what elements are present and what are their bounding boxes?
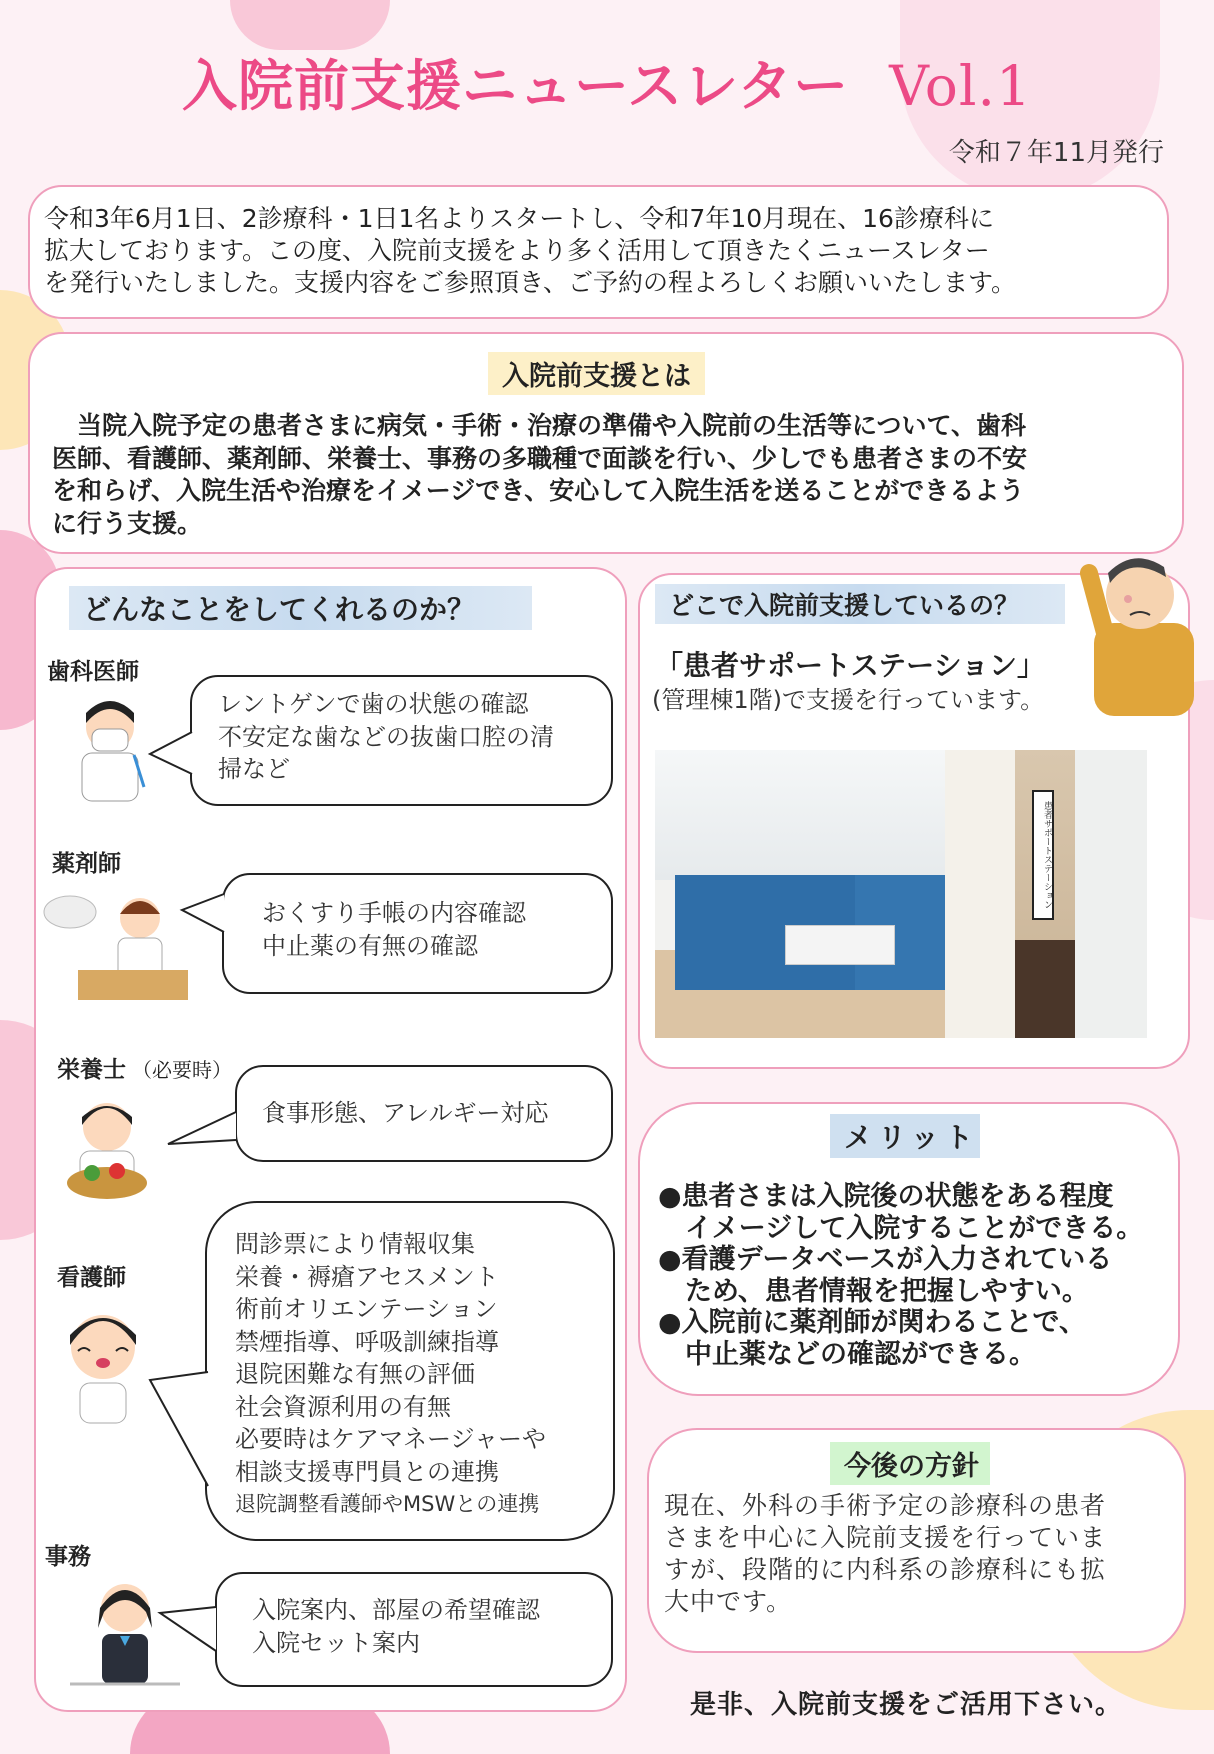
patient-thinking-illustration <box>1074 543 1197 716</box>
policy-line: 大中です。 <box>664 1587 793 1616</box>
merit-heading: メリット <box>830 1114 980 1158</box>
service-item: 退院調整看護師やMSWとの連携 <box>235 1492 540 1516</box>
about-line: を和らげ、入院生活や治療をイメージでき、安心して入院生活を送ることができるよう <box>52 476 1025 505</box>
service-item: 入院案内、部屋の希望確認 <box>252 1596 540 1624</box>
bubble-tail <box>180 892 226 942</box>
station-sign: 患者サポートステーション <box>1032 790 1054 920</box>
service-item: 中止薬の有無の確認 <box>262 931 478 960</box>
bubble-tail <box>166 1110 238 1150</box>
closing-message: 是非、入院前支援をご活用下さい。 <box>690 1690 1123 1720</box>
about-heading: 入院前支援とは <box>488 352 705 395</box>
bubble-tail <box>148 730 194 780</box>
pharmacist-illustration <box>42 888 192 1006</box>
merit-item: ●入院前に薬剤師が関わることで、 中止薬などの確認ができる。 <box>658 1307 1087 1370</box>
service-item: おくすり手帳の内容確認 <box>262 899 526 927</box>
role-dietitian: 栄養士 （必要時） <box>57 1057 232 1083</box>
nurse-illustration <box>58 1305 148 1425</box>
role-clerk: 事務 <box>45 1544 91 1570</box>
location-heading: どこで入院前支援しているの？ <box>655 584 1065 624</box>
service-item: 栄養・褥瘡アセスメント <box>235 1262 499 1291</box>
merit-list <box>658 1181 1143 1370</box>
about-line: 医師、看護師、薬剤師、栄養士、事務の多職種で面談を行い、少しでも患者さまの不安 <box>52 443 1028 473</box>
policy-line: すが、段階的に内科系の診療科にも拡 <box>664 1555 1107 1584</box>
location-place: 「患者サポートステーション」 <box>655 649 1046 682</box>
service-item: 入院セット案内 <box>252 1628 420 1657</box>
intro-line: 拡大しております。この度、入院前支援をより多く活用して頂きたくニュースレター <box>44 236 990 265</box>
service-item: 相談支援専門員との連携 <box>235 1457 499 1486</box>
dentist-illustration <box>72 695 152 805</box>
newsletter-title: 入院前支援ニュースレター Vol.1 <box>182 54 1032 118</box>
service-item: 社会資源利用の有無 <box>235 1392 451 1421</box>
location-detail: (管理棟1階)で支援を行っています。 <box>652 686 1045 714</box>
about-line: 当院入院予定の患者さまに病気・手術・治療の準備や入院前の生活等について、歯科 <box>52 411 1027 440</box>
intro-line: を発行いたしました。支援内容をご参照頂き、ご予約の程よろしくお願いいたします。 <box>44 268 1017 297</box>
services-heading: どんなことをしてくれるのか？ <box>69 586 532 630</box>
intro-box <box>28 185 1169 319</box>
service-item: 掃など <box>218 755 290 783</box>
service-item: 不安定な歯などの抜歯口腔の清 <box>218 722 554 751</box>
intro-line: 令和3年6月1日、2診療科・1日1名よりスタートし、令和7年10月現在、16診療科に <box>44 204 994 233</box>
policy-line: さまを中心に入院前支援を行っていま <box>664 1523 1107 1552</box>
merit-item: ●看護データベースが入力されている ため、患者情報を把握しやすい。 <box>658 1244 1113 1307</box>
issue-date: 令和７年11月発行 <box>948 138 1164 168</box>
volume-label: Vol.1 <box>889 54 1032 118</box>
bubble-tail <box>148 1370 210 1490</box>
role-dentist: 歯科医師 <box>47 659 139 685</box>
bubble-tail <box>158 1605 218 1655</box>
service-item: 必要時はケアマネージャーや <box>235 1425 547 1453</box>
policy-heading: 今後の方針 <box>830 1442 990 1485</box>
support-station-photo <box>655 750 1147 1038</box>
service-item: 術前オリエンテーション <box>235 1295 498 1323</box>
policy-line: 現在、外科の手術予定の診療科の患者 <box>664 1491 1107 1520</box>
merit-item: ●患者さまは入院後の状態をある程度 イメージして入院することができる。 <box>658 1181 1144 1244</box>
role-nurse: 看護師 <box>57 1265 126 1291</box>
role-pharmacist: 薬剤師 <box>52 851 121 877</box>
dietitian-illustration <box>62 1095 152 1210</box>
role-note: （必要時） <box>132 1058 232 1082</box>
service-item: 食事形態、アレルギー対応 <box>262 1099 549 1127</box>
about-box <box>28 332 1184 554</box>
service-item: 問診票により情報収集 <box>235 1230 475 1258</box>
service-item: 退院困難な有無の評価 <box>235 1360 475 1388</box>
about-line: に行う支援。 <box>52 508 203 538</box>
service-item: レントゲンで歯の状態の確認 <box>218 690 529 718</box>
service-item: 禁煙指導、呼吸訓練指導 <box>235 1327 499 1356</box>
